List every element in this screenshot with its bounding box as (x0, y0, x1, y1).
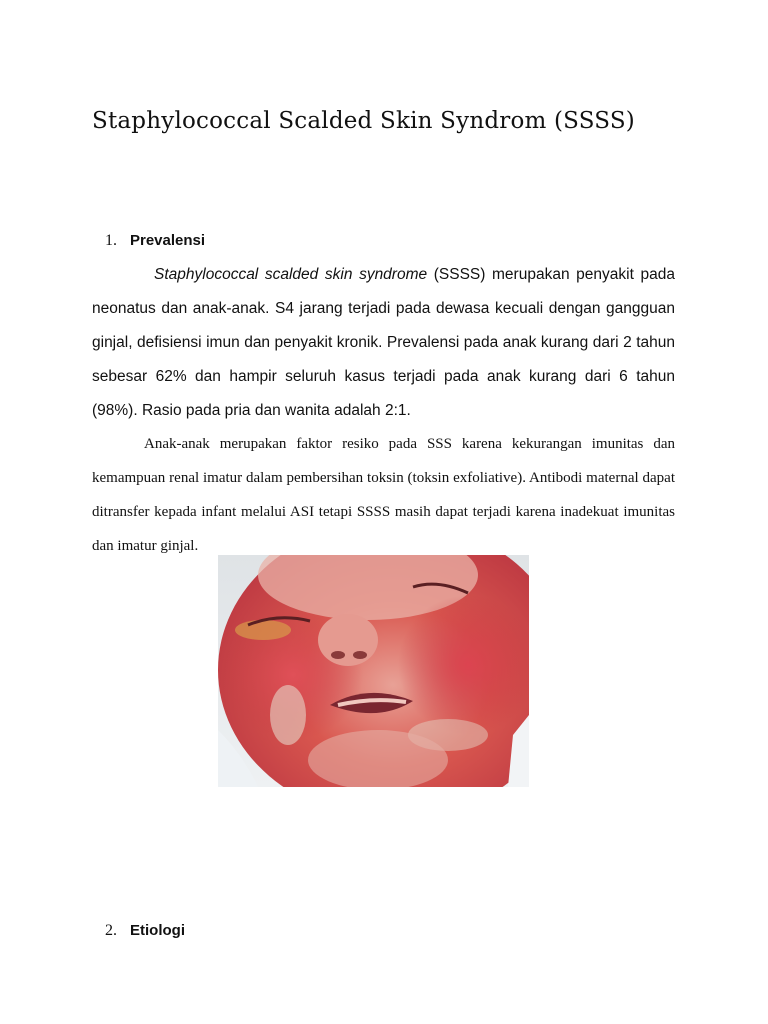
patient-face-photo (218, 555, 529, 787)
section-label: Etiologi (130, 922, 185, 939)
section-label: Prevalensi (130, 232, 206, 249)
section-heading-etiologi (105, 922, 185, 940)
document-title: Staphylococcal Scalded Skin Syndrom (SSSS) (92, 108, 635, 134)
section-number: 2. (105, 922, 117, 939)
paragraph-prevalence (92, 258, 675, 428)
italic-term: Staphylococcal scalded skin syndrome (154, 266, 428, 283)
paragraph-text: (SSSS) merupakan penyakit pada neonatus dan anak-anak. S4 jarang terjadi pada dewasa kecuali dengan gangguan ginjal, defisiensi imun dan penyakit kronik. Prevalensi pada anak kurang dari 2 tahun sebesar 62% dan hampir seluruh kasus terjadi pada anak kurang dari 6 tahun (98%). Rasio pada pria dan wanita adalah 2:1. (92, 266, 675, 419)
section-heading-prevalensi (105, 232, 205, 250)
paragraph-risk-factors: Anak-anak merupakan faktor resiko pada SSS karena kekurangan imunitas dan kemampuan renal imatur dalam pembersihan toksin (toksin exfoliative). Antibodi maternal dapat ditransfer kepada infant melalui ASI tetapi SSSS masih dapat terjadi karena inadekuat imunitas dan imatur ginjal. (92, 436, 675, 554)
section-number: 1. (105, 232, 117, 249)
